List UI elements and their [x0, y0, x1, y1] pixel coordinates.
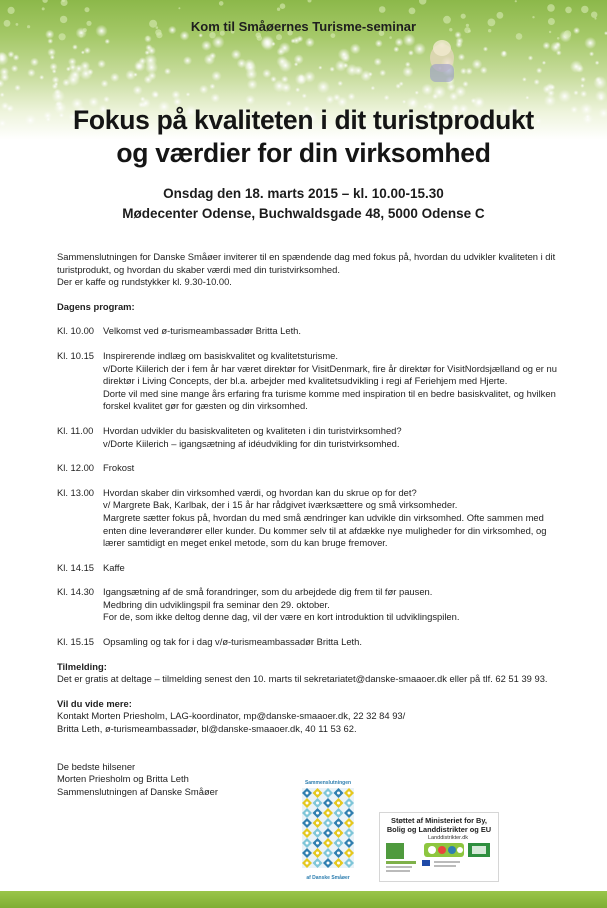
event-kicker: Kom til Småøernes Turisme-seminar [190, 19, 417, 34]
program-time: Kl. 11.00 [57, 424, 94, 436]
program-line: Inspirerende indlæg om basiskvalitet og kvalitetsturisme. [103, 349, 339, 361]
contact-line: Britta Leth, ø-turismeambassadør, bl@danske-smaaoer.dk, 40 11 53 62. [57, 723, 357, 735]
program-line: For de, som ikke deltog denne dag, vil der være en kort introduktion til udviklingspilen. [103, 611, 460, 623]
registration-heading: Tilmelding: [57, 660, 107, 672]
association-logo-text-top: Sammenslutningen [304, 780, 352, 786]
program-line: Hvordan udvikler du basiskvaliteten og kvaliteten i din turistvirksomhed? [103, 424, 402, 436]
support-logo-panel [379, 812, 499, 882]
page-title [0, 104, 607, 170]
closing-line: Sammenslutningen af Danske Småøer [57, 785, 219, 797]
closing-line: Morten Priesholm og Britta Leth [57, 773, 189, 785]
program-description [103, 586, 567, 624]
program-time: Kl. 12.00 [57, 462, 95, 474]
program-description [103, 562, 567, 575]
partner-logos-icon [380, 837, 498, 881]
program-description [103, 325, 567, 338]
association-logo-text-bottom: af Danske Småøer [306, 875, 350, 881]
program-line: Frokost [103, 462, 135, 474]
program-line: Hvordan skaber din virksomhed værdi, og hvordan kan du skrue op for det? [103, 486, 417, 498]
program-line: Igangsætning af de små forandringer, som du arbejdede dig frem til før pausen. [103, 586, 433, 598]
program-item [57, 562, 567, 575]
program-line: Dorte vil med sine mange års erfaring fra turisme komme med inspiration til en bedre basiskvalitet, og hvilken forskel kvalitet gør for gæsten og din virksomhed. [103, 387, 556, 412]
contact-info [57, 710, 567, 735]
program-description [103, 487, 567, 550]
landdistrikter-label: Landdistrikter.dk [428, 835, 469, 841]
association-logo [302, 780, 354, 884]
headline-line-2: og værdier for din virksomhed [116, 138, 491, 168]
program-line: Margrete sætter fokus på, hvordan du med små ændringer kan udvikle din virksomhed. Ofte sammen med enten dine leverandører eller kunder. Du kommer selv til at afdække nye muligheder for din virksomhed, og lærer samtidigt en meget enkel metode, som du kan bruge fremover. [103, 511, 547, 549]
program-item [57, 487, 567, 550]
contact-line: Kontakt Morten Priesholm, LAG-koordinator, mp@danske-smaaoer.dk, 22 32 84 93/ [57, 710, 406, 722]
invitation-body [57, 251, 567, 798]
program-line: Medbring din udviklingspil fra seminar den 29. oktober. [103, 598, 330, 610]
intro-paragraph: Sammenslutningen for Danske Småøer inviterer til en spændende dag med fokus på, hvordan du udvikler kvaliteten i dit turistprodukt, og hvordan du skaber værdi med din turistvirksomhed. [57, 251, 556, 275]
intro-text [57, 251, 567, 289]
program-time: Kl. 15.15 [57, 636, 95, 648]
more-info-heading: Vil du vide mere: [57, 697, 132, 709]
program-list [57, 325, 567, 648]
program-line: Kaffe [103, 561, 125, 573]
footer-bar [0, 891, 607, 908]
program-time: Kl. 10.00 [57, 325, 95, 337]
program-line: v/ Margrete Bak, Karlbak, der i 15 år har rådgivet iværksættere og små virksomheder. [103, 499, 458, 511]
event-venue: Mødecenter Odense, Buchwaldsgade 48, 5000 Odense C [122, 206, 485, 221]
program-line: v/Dorte Kiilerich der i fem år har været direktør for VisitDenmark, fire år direktør for VisitNordsjælland og er nu direktør i Living Concepts, der bl.a. arbejder med kvalitetsudvikling i regi af Feriehjem med Hjerte. [103, 362, 557, 387]
program-line: Velkomst ved ø-turismeambassadør Britta Leth. [103, 325, 301, 337]
program-item [57, 325, 567, 338]
headline-line-1: Fokus på kvaliteten i dit turistprodukt [73, 105, 534, 135]
event-date: Onsdag den 18. marts 2015 – kl. 10.00-15.30 [163, 186, 444, 201]
program-time: Kl. 14.15 [57, 561, 95, 573]
program-item [57, 636, 567, 649]
program-line: v/Dorte Kiilerich – igangsætning af idéudvikling for din turistvirksomhed. [103, 437, 400, 449]
program-time: Kl. 14.30 [57, 586, 95, 598]
intro-paragraph: Der er kaffe og rundstykker kl. 9.30-10.00. [57, 276, 232, 288]
program-heading: Dagens program: [57, 300, 135, 312]
support-text-line-1: Støttet af Ministeriet for By, [391, 816, 487, 825]
program-item [57, 350, 567, 413]
program-description [103, 636, 567, 649]
support-text-line-2: Bolig og Landdistrikter og EU [386, 825, 492, 834]
program-item [57, 425, 567, 450]
program-item [57, 462, 567, 475]
program-description [103, 425, 567, 450]
program-time: Kl. 10.15 [57, 349, 95, 361]
program-description [103, 462, 567, 475]
mosaic-logo-icon [302, 786, 354, 870]
program-description [103, 350, 567, 413]
closing-line: De bedste hilsener [57, 760, 136, 772]
program-item [57, 586, 567, 624]
program-line: Opsamling og tak for i dag v/ø-turismeambassadør Britta Leth. [103, 636, 362, 648]
program-time: Kl. 13.00 [57, 486, 95, 498]
registration-text: Det er gratis at deltage – tilmelding senest den 10. marts til sekretariatet@danske-smaaoer.dk eller på tlf. 62 51 39 93. [57, 673, 548, 685]
